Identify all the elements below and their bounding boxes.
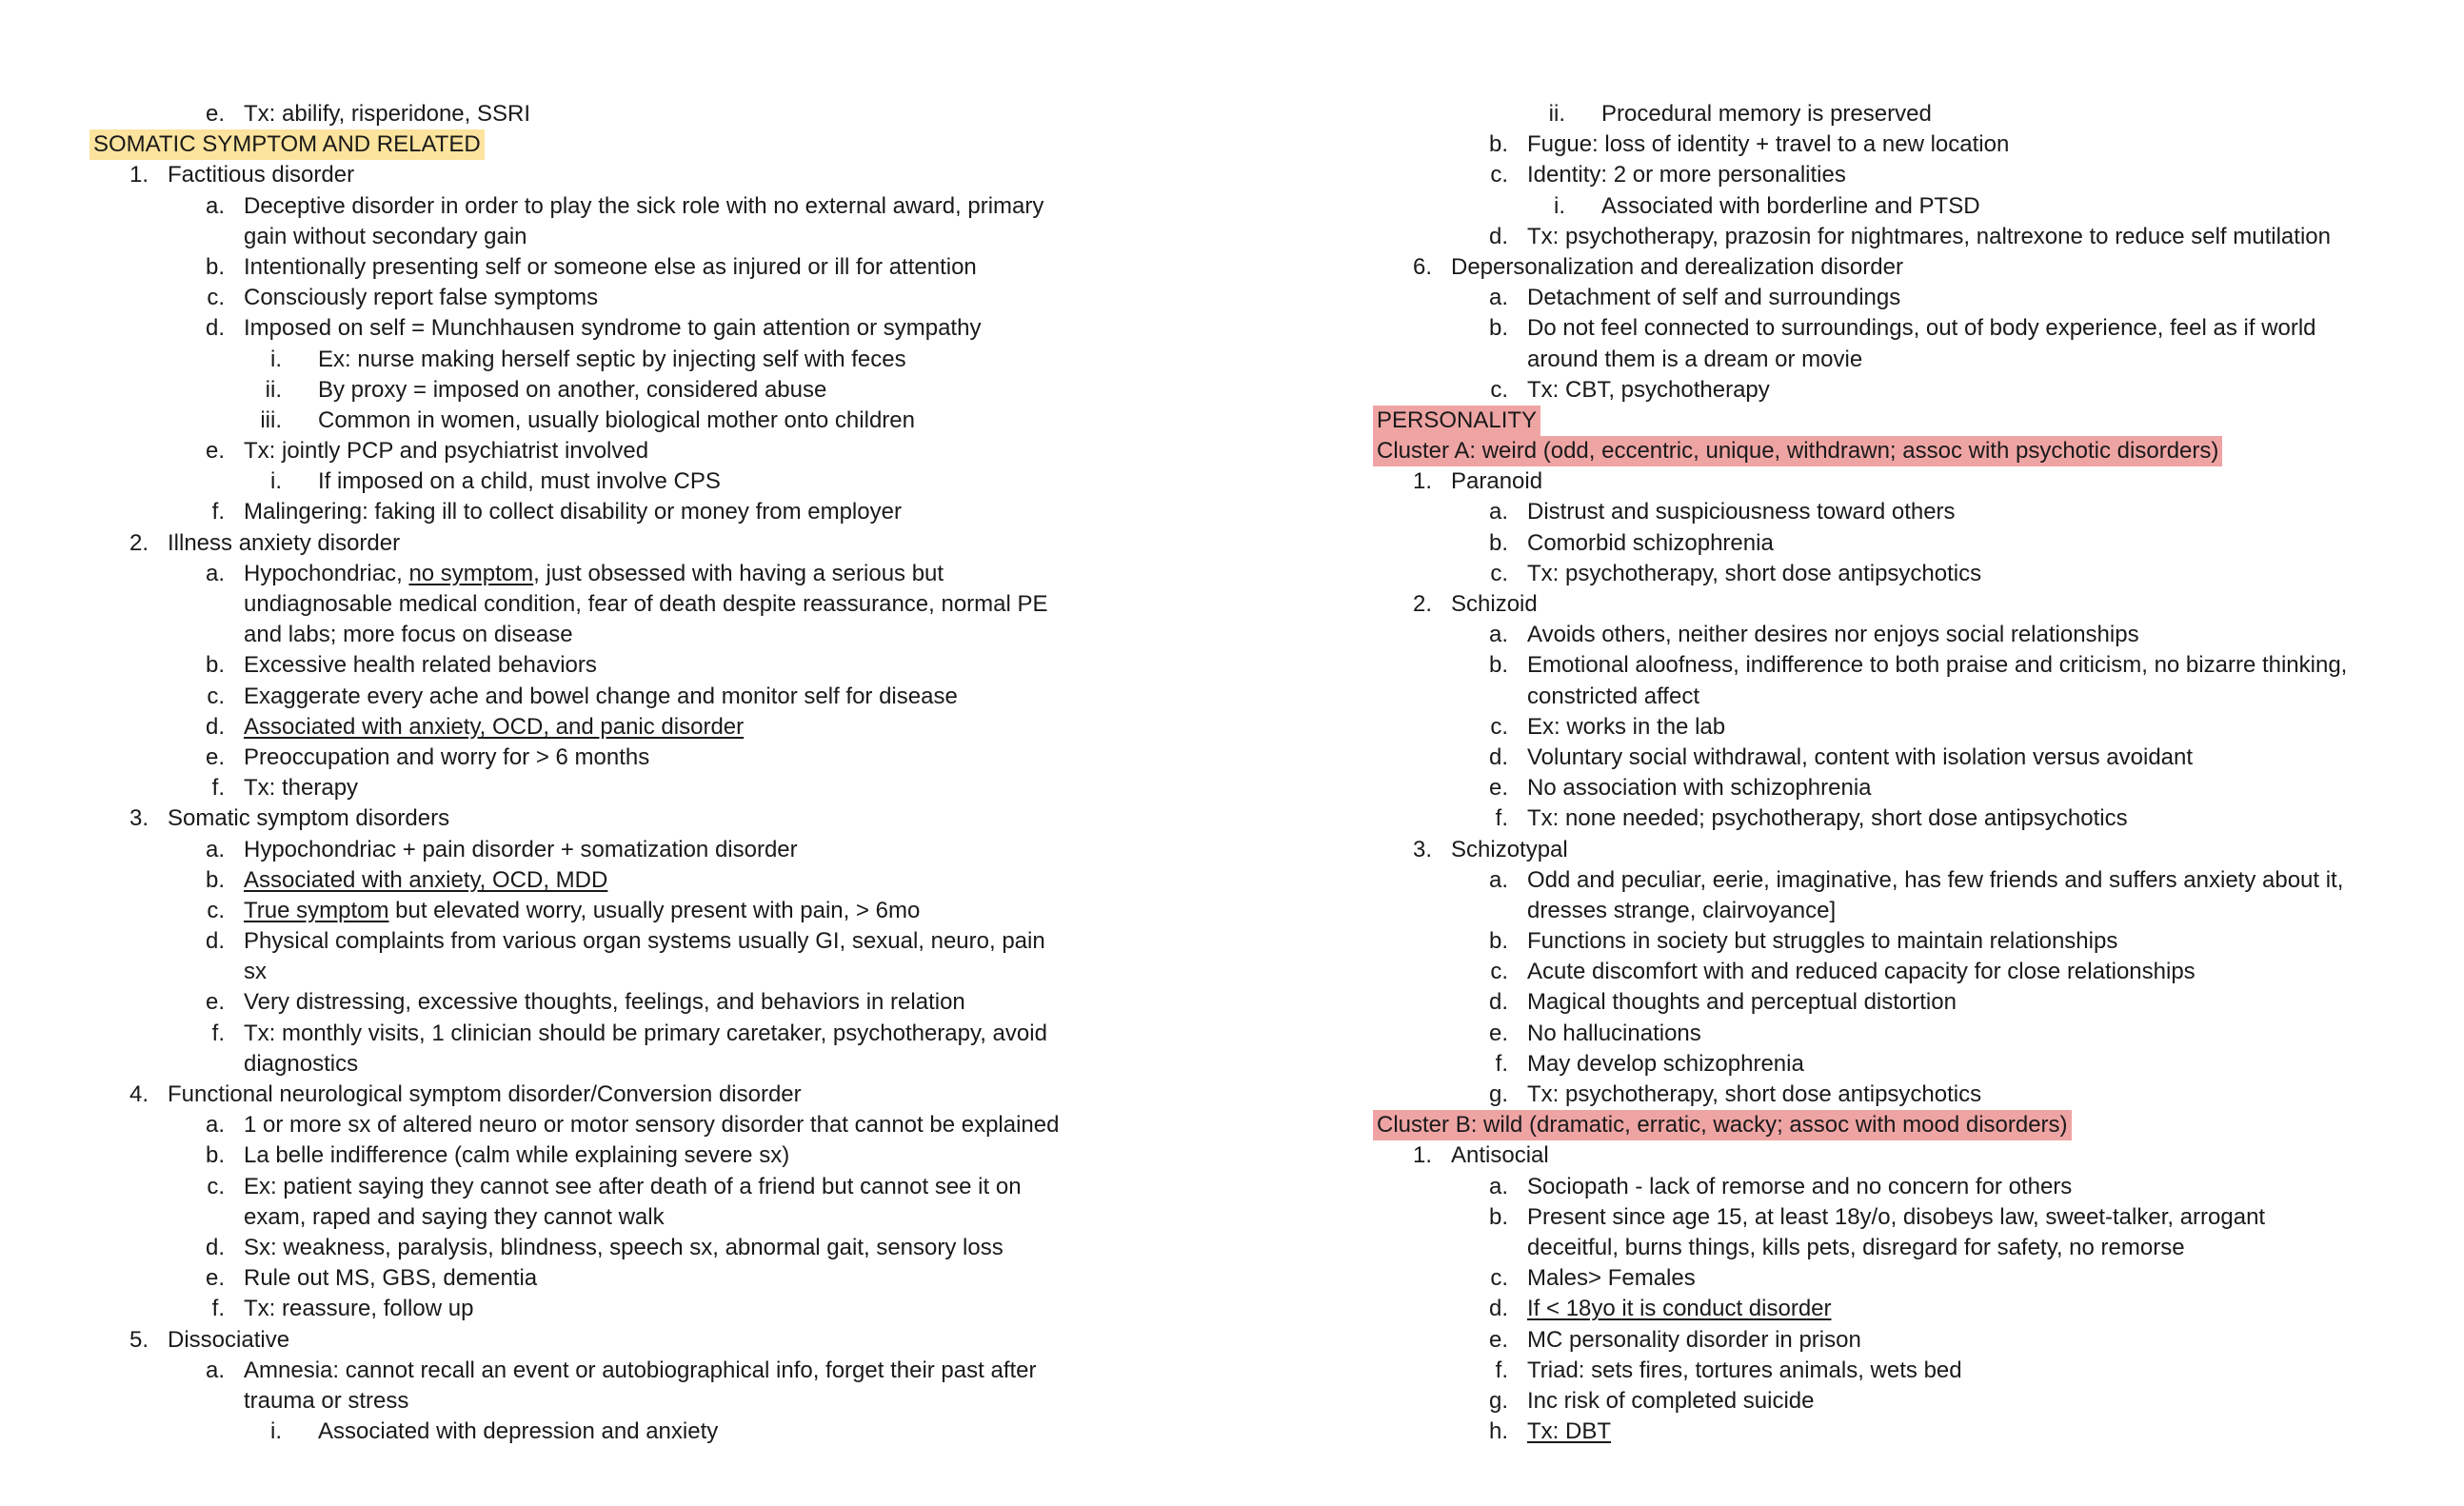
outline-line [91,497,1320,527]
list-marker: d. [1488,989,1508,1016]
outline-line [91,1356,1320,1386]
outline-line [1375,1019,2441,1049]
outline-line [91,865,1320,896]
list-marker: c. [207,1173,225,1199]
line-text-part: but elevated worry, usually present with pain, > 6mo [388,897,921,923]
line-text: Deceptive disorder in order to play the sick role with no external award, primary [244,192,1044,219]
line-text: Tx: psychotherapy, short dose antipsychotics [1527,560,1982,586]
list-marker: i. [1554,192,1565,219]
line-text: Tx: psychotherapy, short dose antipsychotics [1527,1081,1982,1107]
outline-line [91,1386,1320,1417]
outline-line [91,1049,1320,1080]
line-text: Fugue: loss of identity + travel to a new location [1527,131,2010,158]
outline-line [91,1417,1320,1447]
list-marker: b. [1488,315,1508,342]
line-text: Ex: works in the lab [1527,713,1726,740]
outline-line [91,313,1320,344]
list-marker: e. [1488,1020,1508,1046]
underlined-text: True symptom [244,897,389,923]
list-marker: e. [205,1265,225,1292]
list-marker: 4. [129,1081,149,1107]
outline-line [1375,1356,2441,1386]
list-marker: a. [1488,1173,1508,1199]
list-marker: ii. [265,376,282,403]
line-text-part: Hypochondriac, [244,560,409,586]
line-text: Present since age 15, at least 18y/o, disobeys law, sweet-talker, arrogant [1527,1203,2266,1230]
outline-line [91,835,1320,865]
line-text: Very distressing, excessive thoughts, feelings, and behaviors in relation [244,989,965,1016]
outline-line [91,160,1320,190]
underlined-text: Tx: DBT [1527,1418,1611,1445]
section-heading-text: Cluster B: wild (dramatic, erratic, wacky; assoc with mood disorders) [1373,1110,2072,1140]
outline-line [1375,528,2441,559]
line-text: diagnostics [244,1050,359,1077]
list-marker: f. [1495,1357,1508,1383]
list-marker: f. [211,775,225,802]
line-text: Schizoid [1451,591,1538,617]
list-marker: 6. [1412,253,1432,280]
outline-line [91,957,1320,987]
list-marker: i. [270,346,282,372]
list-marker: d. [1488,743,1508,770]
list-marker: iii. [260,406,282,433]
line-text: Identity: 2 or more personalities [1527,162,1846,188]
list-marker: c. [1490,959,1508,985]
outline-line [91,1080,1320,1110]
list-marker: d. [205,1234,225,1260]
outline-line [1375,466,2441,497]
list-marker: g. [1488,1387,1508,1414]
line-text: Consciously report false symptoms [244,285,599,311]
line-text: Odd and peculiar, eerie, imaginative, has few friends and suffers anxiety about it, [1527,866,2344,893]
outline-line [91,1202,1320,1233]
line-text: Dissociative [168,1326,290,1353]
list-marker: 1. [1412,1142,1432,1169]
outline-line [91,1019,1320,1049]
outline-line [91,926,1320,957]
outline-line [91,99,1320,129]
outline-line [1375,1325,2441,1356]
line-text: Physical complaints from various organ systems usually GI, sexual, neuro, pain [244,928,1045,955]
outline-line [1375,803,2441,834]
outline-line [91,375,1320,406]
outline-line [91,528,1320,559]
outline-line [1375,865,2441,896]
underlined-text: Associated with anxiety, OCD, MDD [244,866,608,893]
line-text [244,559,944,589]
line-text: exam, raped and saying they cannot walk [244,1203,665,1230]
outline-line [91,252,1320,283]
line-text: around them is a dream or movie [1527,346,1863,372]
section-heading-text: SOMATIC SYMPTOM AND RELATED [89,129,485,160]
line-text: Ex: nurse making herself septic by injecting self with feces [318,346,906,372]
line-text: 1 or more sx of altered neuro or motor sensory disorder that cannot be explained [244,1112,1060,1139]
outline-line [1375,1080,2441,1110]
outline-line [91,406,1320,436]
list-marker: d. [1488,1296,1508,1322]
list-marker: i. [270,468,282,495]
outline-line [91,283,1320,313]
outline-line [91,987,1320,1018]
list-marker: 3. [129,805,149,832]
list-marker: i. [270,1418,282,1445]
list-marker: d. [205,928,225,955]
outline-line [91,436,1320,466]
line-text: Ex: patient saying they cannot see after death of a friend but cannot see it on [244,1173,1022,1199]
line-text: Intentionally presenting self or someone else as injured or ill for attention [244,253,977,280]
outline-line [91,559,1320,589]
line-text: trauma or stress [244,1387,409,1414]
outline-line [91,712,1320,743]
outline-line [1375,1233,2441,1263]
list-marker: e. [1488,1326,1508,1353]
list-marker: b. [205,652,225,679]
list-marker: a. [1488,499,1508,525]
outline-line [91,650,1320,681]
line-text: Comorbid schizophrenia [1527,529,1774,556]
list-marker: f. [211,1296,225,1322]
line-text: Tx: therapy [244,775,359,802]
line-text: Sociopath - lack of remorse and no concern for others [1527,1173,2073,1199]
list-marker: c. [1490,1265,1508,1292]
line-text: Exaggerate every ache and bowel change and monitor self for disease [244,683,958,709]
line-text: Preoccupation and worry for > 6 months [244,743,650,770]
line-text: Voluntary social withdrawal, content with isolation versus avoidant [1527,743,2194,770]
line-text: Tx: abilify, risperidone, SSRI [244,101,530,127]
outline-line [1375,1417,2441,1447]
left-column [91,99,1320,1447]
list-marker: b. [205,1142,225,1169]
outline-line [1375,129,2441,160]
outline-line [91,1140,1320,1171]
list-marker: f. [1495,1050,1508,1077]
outline-line [91,1294,1320,1324]
list-marker: b. [1488,131,1508,158]
outline-line [1375,1140,2441,1171]
list-marker: 5. [129,1326,149,1353]
section-heading [1375,1110,2441,1140]
list-marker: e. [1488,775,1508,802]
list-marker: b. [1488,529,1508,556]
outline-line [1375,313,2441,344]
line-text [244,896,920,926]
outline-line [91,222,1320,252]
outline-line [1375,1263,2441,1294]
underlined-text: Associated with anxiety, OCD, and panic disorder [244,713,745,740]
list-marker: e. [205,101,225,127]
line-text: La belle indifference (calm while explaining severe sx) [244,1142,790,1169]
outline-line [1375,926,2441,957]
list-marker: a. [1488,285,1508,311]
line-text: No association with schizophrenia [1527,775,1872,802]
outline-line [1375,191,2441,222]
outline-line [91,191,1320,222]
line-text: Factitious disorder [168,162,355,188]
list-marker: a. [205,1112,225,1139]
line-text-part: , just obsessed with having a serious but [533,560,944,586]
list-marker: 1. [1412,468,1432,495]
line-text: Tx: jointly PCP and psychiatrist involved [244,438,649,465]
outline-line [1375,620,2441,650]
line-text: Tx: reassure, follow up [244,1296,474,1322]
line-text: May develop schizophrenia [1527,1050,1804,1077]
line-text: Hypochondriac + pain disorder + somatization disorder [244,836,798,862]
outline-line [1375,252,2441,283]
line-text: and labs; more focus on disease [244,622,573,648]
line-text: Malingering: faking ill to collect disability or money from employer [244,499,902,525]
outline-line [1375,957,2441,987]
line-text: Common in women, usually biological mother onto children [318,406,915,433]
line-text [1527,1417,1611,1447]
line-text: deceitful, burns things, kills pets, disregard for safety, no remorse [1527,1234,2185,1260]
list-marker: c. [207,285,225,311]
list-marker: h. [1488,1418,1508,1445]
outline-line [1375,283,2441,313]
line-text: Antisocial [1451,1142,1549,1169]
list-marker: b. [1488,1203,1508,1230]
list-marker: b. [1488,928,1508,955]
list-marker: f. [1495,805,1508,832]
outline-line [1375,682,2441,712]
section-heading-text: PERSONALITY [1373,406,1540,436]
line-text: Distrust and suspiciousness toward others [1527,499,1956,525]
line-text: By proxy = imposed on another, considered abuse [318,376,827,403]
line-text: Detachment of self and surroundings [1527,285,1901,311]
line-text: Magical thoughts and perceptual distortion [1527,989,1957,1016]
line-text: undiagnosable medical condition, fear of death despite reassurance, normal PE [244,591,1048,617]
line-text: sx [244,959,267,985]
outline-line [91,803,1320,834]
list-marker: b. [205,253,225,280]
underlined-text: If < 18yo it is conduct disorder [1527,1296,1832,1322]
outline-line [1375,497,2441,527]
underlined-text: no symptom [408,560,534,586]
outline-line [91,896,1320,926]
list-marker: f. [211,499,225,525]
line-text: Associated with depression and anxiety [318,1418,719,1445]
outline-line [1375,375,2441,406]
outline-line [1375,1386,2441,1417]
line-text: Tx: CBT, psychotherapy [1527,376,1770,403]
list-marker: a. [205,192,225,219]
list-marker: d. [205,713,225,740]
list-marker: a. [205,836,225,862]
list-marker: c. [207,683,225,709]
line-text: Amnesia: cannot recall an event or autobiographical info, forget their past after [244,1357,1037,1383]
list-marker: b. [205,866,225,893]
list-marker: g. [1488,1081,1508,1107]
list-marker: a. [205,1357,225,1383]
outline-line [1375,1294,2441,1324]
list-marker: e. [205,989,225,1016]
list-marker: 1. [129,162,149,188]
outline-line [1375,589,2441,620]
list-marker: a. [205,560,225,586]
outline-line [1375,345,2441,375]
line-text: gain without secondary gain [244,223,527,249]
list-marker: 2. [1412,591,1432,617]
outline-line [91,1233,1320,1263]
line-text: Tx: psychotherapy, prazosin for nightmares, naltrexone to reduce self mutilation [1527,223,2331,249]
list-marker: a. [1488,866,1508,893]
outline-line [1375,99,2441,129]
line-text: Tx: monthly visits, 1 clinician should be primary caretaker, psychotherapy, avoid [244,1020,1047,1046]
outline-line [91,1263,1320,1294]
line-text: constricted affect [1527,683,1699,709]
list-marker: c. [1490,713,1508,740]
outline-line [91,743,1320,773]
outline-line [1375,835,2441,865]
right-column [1375,99,2441,1447]
list-marker: a. [1488,622,1508,648]
list-marker: f. [211,1020,225,1046]
line-text: Emotional aloofness, indifference to both praise and criticism, no bizarre thinking, [1527,652,2348,679]
section-heading [1375,406,2441,436]
line-text: Triad: sets fires, tortures animals, wets bed [1527,1357,1962,1383]
outline-line [91,773,1320,803]
outline-line [1375,650,2441,681]
list-marker: d. [1488,223,1508,249]
list-marker: b. [1488,652,1508,679]
outline-line [1375,712,2441,743]
outline-line [91,466,1320,497]
line-text: Tx: none needed; psychotherapy, short dose antipsychotics [1527,805,2128,832]
outline-line [91,589,1320,620]
line-text: Do not feel connected to surroundings, out of body experience, feel as if world [1527,315,2316,342]
line-text: Inc risk of completed suicide [1527,1387,1815,1414]
line-text: Schizotypal [1451,836,1568,862]
section-heading [91,129,1320,160]
outline-line [1375,1049,2441,1080]
outline-line [91,1172,1320,1202]
list-marker: e. [205,438,225,465]
line-text [244,712,744,743]
line-text: Depersonalization and derealization disorder [1451,253,1903,280]
line-text [1527,1294,1832,1324]
outline-line [91,1110,1320,1140]
section-heading-text: Cluster A: weird (odd, eccentric, unique, withdrawn; assoc with psychotic disorders) [1373,436,2222,466]
line-text: Associated with borderline and PTSD [1601,192,1980,219]
outline-line [91,1325,1320,1356]
line-text: No hallucinations [1527,1020,1701,1046]
list-marker: 2. [129,529,149,556]
line-text: Avoids others, neither desires nor enjoys social relationships [1527,622,2139,648]
line-text: Imposed on self = Munchhausen syndrome to gain attention or sympathy [244,315,982,342]
outline-line [1375,160,2441,190]
outline-line [1375,1172,2441,1202]
line-text: Functional neurological symptom disorder/Conversion disorder [168,1081,802,1107]
line-text [244,865,607,896]
line-text: Males> Females [1527,1265,1696,1292]
line-text: Excessive health related behaviors [244,652,597,679]
list-marker: c. [207,897,225,923]
line-text: Sx: weakness, paralysis, blindness, speech sx, abnormal gait, sensory loss [244,1234,1003,1260]
list-marker: d. [205,315,225,342]
list-marker: c. [1490,162,1508,188]
list-marker: c. [1490,560,1508,586]
outline-line [1375,987,2441,1018]
line-text: Procedural memory is preserved [1601,101,1932,127]
outline-line [1375,222,2441,252]
section-heading [1375,436,2441,466]
list-marker: e. [205,743,225,770]
outline-line [1375,896,2441,926]
outline-line [1375,773,2441,803]
outline-line [91,620,1320,650]
line-text: MC personality disorder in prison [1527,1326,1861,1353]
line-text: dresses strange, clairvoyance] [1527,897,1837,923]
outline-line [1375,1202,2441,1233]
list-marker: 3. [1412,836,1432,862]
outline-line [1375,743,2441,773]
line-text: Paranoid [1451,468,1543,495]
outline-line [1375,559,2441,589]
line-text: Illness anxiety disorder [168,529,401,556]
line-text: Functions in society but struggles to maintain relationships [1527,928,2118,955]
line-text: If imposed on a child, must involve CPS [318,468,721,495]
line-text: Acute discomfort with and reduced capacity for close relationships [1527,959,2196,985]
line-text: Somatic symptom disorders [168,805,450,832]
list-marker: ii. [1548,101,1565,127]
line-text: Rule out MS, GBS, dementia [244,1265,538,1292]
outline-line [91,345,1320,375]
outline-line [91,682,1320,712]
list-marker: c. [1490,376,1508,403]
